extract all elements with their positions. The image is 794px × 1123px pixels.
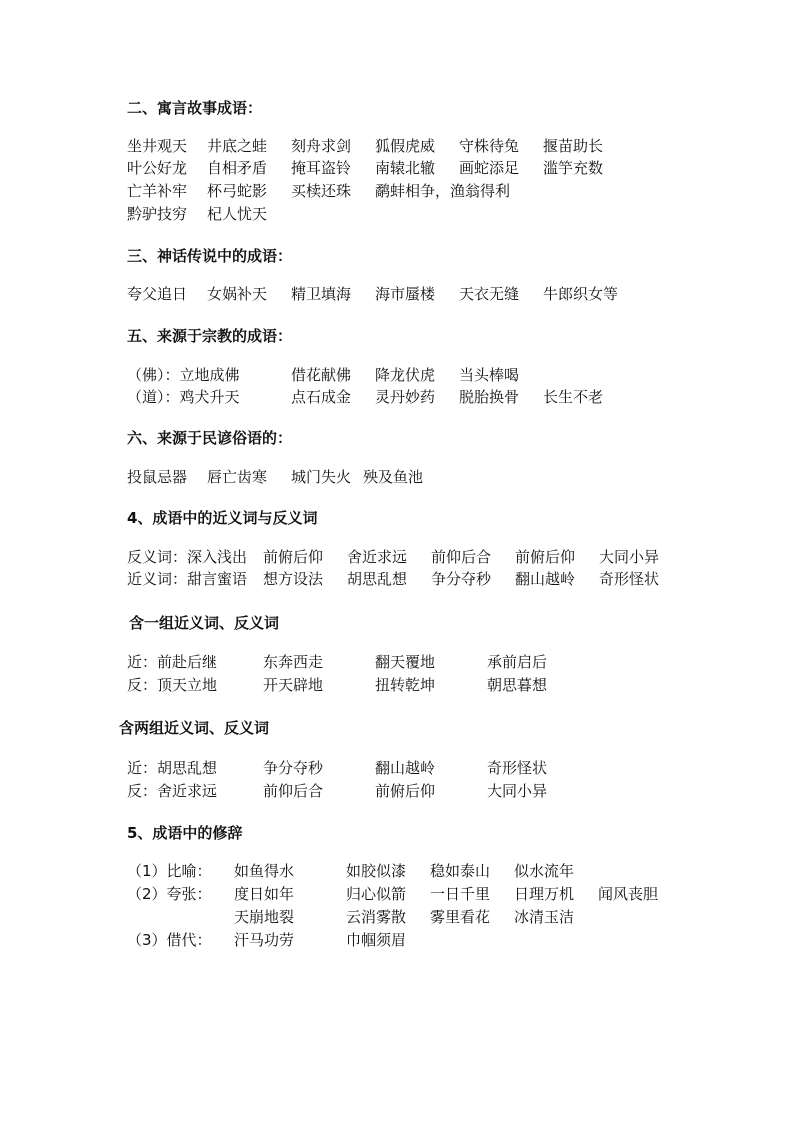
section-heading-one-group: 含一组近义词、反义词: [129, 614, 280, 632]
idiom-label: （2）夸张：: [127, 885, 212, 903]
idiom: 天崩地裂: [234, 908, 295, 926]
idiom: 雾里看花: [430, 908, 491, 926]
idiom: 反：顶天立地: [127, 676, 218, 694]
idiom: 争分夺秒: [263, 759, 324, 777]
idiom: 归心似箭: [346, 885, 407, 903]
idiom: 开天辟地: [263, 676, 324, 694]
idiom: 画蛇添足: [459, 159, 520, 177]
idiom: 舍近求远: [347, 548, 408, 566]
idiom: 一日千里: [430, 885, 491, 903]
section-heading-religion: 五、来源于宗教的成语：: [127, 327, 293, 345]
idiom: 反：舍近求远: [127, 782, 218, 800]
idiom: 近：胡思乱想: [127, 759, 218, 777]
idiom: 黔驴技穷: [127, 205, 188, 223]
idiom: 汗马功劳: [234, 931, 295, 949]
idiom: 坐井观天: [127, 137, 188, 155]
idiom: 似水流年: [514, 862, 575, 880]
idiom: 狐假虎威: [375, 137, 436, 155]
idiom: 守株待兔: [459, 137, 520, 155]
idiom: 牛郎织女等: [543, 285, 619, 303]
idiom: 掩耳盗铃: [291, 159, 352, 177]
idiom: 降龙伏虎: [375, 366, 436, 384]
idiom: 殃及鱼池: [363, 468, 424, 486]
idiom: 滥竽充数: [543, 159, 604, 177]
idiom: 城门失火: [291, 468, 352, 486]
idiom: （佛）：立地成佛: [127, 366, 240, 384]
idiom: 借花献佛: [291, 366, 352, 384]
idiom: 唇亡齿寒: [207, 468, 268, 486]
section-heading-synonyms-antonyms: 4、成语中的近义词与反义词: [127, 509, 318, 527]
idiom: 揠苗助长: [543, 137, 604, 155]
idiom: 海市蜃楼: [375, 285, 436, 303]
idiom: 翻山越岭: [375, 759, 436, 777]
idiom: 买椟还珠: [291, 182, 352, 200]
idiom: 近义词：甜言蜜语: [127, 570, 248, 588]
idiom: 争分夺秒: [431, 570, 492, 588]
section-heading-rhetoric: 5、成语中的修辞: [127, 824, 243, 842]
idiom: 前仰后合: [431, 548, 492, 566]
idiom: 度日如年: [234, 885, 295, 903]
idiom: 脱胎换骨: [459, 388, 520, 406]
section-heading-two-groups: 含两组近义词、反义词: [119, 719, 270, 737]
idiom: 亡羊补牢: [127, 182, 188, 200]
idiom: 奇形怪状: [599, 570, 660, 588]
idiom: 当头棒喝: [459, 366, 520, 384]
idiom: 天衣无缝: [459, 285, 520, 303]
idiom: 朝思暮想: [487, 676, 548, 694]
idiom: 前俯后仰: [515, 548, 576, 566]
idiom: 大同小异: [599, 548, 660, 566]
idiom: 如鱼得水: [234, 862, 295, 880]
idiom: 胡思乱想: [347, 570, 408, 588]
idiom: 反义词：深入浅出: [127, 548, 248, 566]
idiom: 长生不老: [543, 388, 604, 406]
idiom: 如胶似漆: [346, 862, 407, 880]
idiom: 灵丹妙药: [375, 388, 436, 406]
idiom: 杞人忧天: [207, 205, 268, 223]
idiom: 自相矛盾: [207, 159, 268, 177]
idiom: 南辕北辙: [375, 159, 436, 177]
idiom: 女娲补天: [207, 285, 268, 303]
idiom: 前仰后合: [263, 782, 324, 800]
section-heading-fable: 二、寓言故事成语：: [127, 99, 263, 117]
idiom-label: （3）借代：: [127, 931, 212, 949]
idiom: 承前启后: [487, 653, 548, 671]
idiom: 井底之蛙: [207, 137, 268, 155]
idiom: 稳如泰山: [430, 862, 491, 880]
idiom: 想方设法: [263, 570, 324, 588]
idiom: 点石成金: [291, 388, 352, 406]
idiom: 叶公好龙: [127, 159, 188, 177]
section-heading-myth: 三、神话传说中的成语：: [127, 247, 293, 265]
idiom: 巾帼须眉: [346, 931, 407, 949]
idiom: 日理万机: [514, 885, 575, 903]
idiom: 云消雾散: [346, 908, 407, 926]
idiom: 翻天覆地: [375, 653, 436, 671]
idiom: 精卫填海: [291, 285, 352, 303]
idiom: 大同小异: [487, 782, 548, 800]
idiom: 夸父追日: [127, 285, 188, 303]
idiom: 冰清玉洁: [514, 908, 575, 926]
idiom: 前俯后仰: [375, 782, 436, 800]
idiom: 鹬蚌相争，渔翁得利: [375, 182, 511, 200]
idiom: 翻山越岭: [515, 570, 576, 588]
idiom: 闻风丧胆: [598, 885, 659, 903]
idiom: 前俯后仰: [263, 548, 324, 566]
idiom: 刻舟求剑: [291, 137, 352, 155]
idiom: 投鼠忌器: [127, 468, 188, 486]
idiom: 扭转乾坤: [375, 676, 436, 694]
idiom-label: （1）比喻：: [127, 862, 212, 880]
idiom: （道）：鸡犬升天: [127, 388, 240, 406]
idiom: 东奔西走: [263, 653, 324, 671]
section-heading-proverbs: 六、来源于民谚俗语的：: [127, 429, 293, 447]
idiom: 杯弓蛇影: [207, 182, 268, 200]
idiom: 近：前赴后继: [127, 653, 218, 671]
idiom: 奇形怪状: [487, 759, 548, 777]
